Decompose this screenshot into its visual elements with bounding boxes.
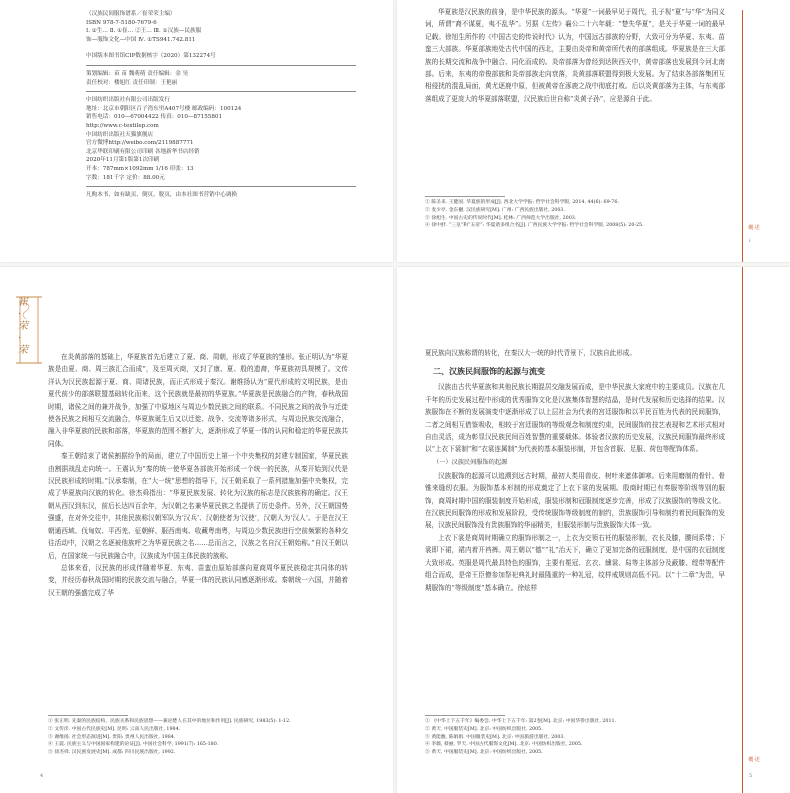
editor-line: 责任校对：楼旭红 责任印制：王艳丽: [86, 79, 178, 86]
footnote-rule: [425, 196, 505, 197]
footnote: ④ 李薇, 蔡丽, 罗天. 中国古代服饰文化[M]. 北京: 中国纺织出版社, 2005.: [425, 742, 583, 748]
cip-line: ISBN 978-7-5180-7679-6: [86, 19, 157, 26]
cip-line: Ⅰ. ①生… Ⅱ. ①崔… ②王… Ⅲ. ①汉族—民族服: [86, 28, 202, 35]
page-number: 5: [749, 773, 753, 779]
footnote: ③ 徐旭生. 中国古史的传说时代[M]. 桂林: 广西师范大学出版社, 2003.: [425, 215, 577, 221]
body-paragraph: 汉族由古代华夏族和其他民族长期混居交融发展而成，是中华民族大家庭中的主要成员。汉族在几千年的历史发展过程中形成的优秀服饰文化是汉族集体智慧的结晶，是时代发展和历史选择的结果。汉族服饰在不断的发展演变中逐渐形成了以上层社会为代表的宫廷服饰和以平民百姓为代表的民间服饰，二者之间相互借鉴吸收，相较于宫廷服饰的等级观念和制度约束，民间服饰的技艺表现和艺术形式相对自由灵活，成为彰显汉民族民间百姓智慧的重要载体。体验者汉族的历史发展，汉族民间服饰最终形成以“上衣下裳制”和“衣裳连属制”为代表的基本服装形制，并包含首服、足服、荷包等配饰体系。: [425, 383, 725, 454]
body-paragraph: 夏民族向汉族称谓的转化，在秦汉大一统的时代背景下，汉族自此形成。: [425, 349, 636, 357]
publisher-line: 字数：181千字 定价：88.00元: [86, 174, 165, 181]
decorative-title: 崔·荣·荣: [18, 297, 28, 356]
footnotes: [48, 715, 348, 757]
text-column: [48, 351, 348, 599]
notice: 凡购本书，如有缺页、倒页、脱页，由本社图书营销中心调换: [86, 192, 238, 199]
page-number: 4: [40, 773, 44, 779]
publisher-line: 开本：787mm×1092mm 1/16 印张：13: [86, 165, 194, 172]
footnotes: [425, 715, 725, 757]
page-number: ⅰ: [749, 238, 751, 244]
footnote: ④ 王震. 民族主义与中国国家构建的论证[J]. 中国社会科学, 1991(7): 165-180.: [48, 742, 219, 748]
footnote-rule: [425, 715, 505, 716]
cip-line: （汉族民间服饰谱系／崔荣荣主编）: [86, 11, 176, 17]
publisher-line: 北京华联印刷有限公司印刷 各地新华书店经销: [86, 148, 200, 155]
footnote: ② 麦少亭. 金东樾. 汉民族研究[M]. 广州: 广西民族出版社, 2003.: [425, 207, 565, 213]
footnote: ⑤ 徐杰舜. 汉民族发展史[M]. 成都: 四川民族出版社, 1992.: [48, 750, 176, 756]
cip-line: 饰—服饰文化—中国 Ⅳ. ①TS941.742.811: [86, 36, 196, 43]
publisher-line: 官方微博http://weibo.com/2119887771: [86, 140, 194, 147]
footnote: ③ 谢维扬. 社会形态演进[M]. 贵阳: 贵州人民出版社, 1984.: [48, 734, 176, 740]
text-column: [425, 347, 725, 594]
footnote: ② 黄天. 中国服装史[M]. 北京: 中国纺织出版社, 2005.: [425, 726, 543, 732]
section-heading: 二、汉族民间服饰的起源与流变: [433, 366, 545, 377]
text-column: [425, 6, 725, 105]
footnote: ① 《中华上下五千年》编委会. 中华上下五千年: 第2卷[M]. 北京: 中国华侨出版社, 2011.: [425, 719, 617, 724]
publisher-line: 销售电话：010—67004422 传真：010—87155801: [86, 114, 223, 121]
publisher-line: 中国纺织出版社天猫旗舰店: [86, 131, 154, 138]
divider: [86, 65, 356, 66]
body-paragraph: 总体来看，汉民族的形成伴随着华夏、东夷、苗蛮由原始部落向夏商周华夏民族稳定共同体的转变，并经历春秋战国时期的民族交流与融合，华夏一体的民族认同感逐渐形成。秦朝统一六国，并随着汉王朝的强盛完成了华: [48, 563, 348, 597]
editor-line: 策划编辑：苗 苗 魏萌萌 责任编辑：金 昊: [86, 70, 189, 77]
side-tab-label: 概·述: [748, 225, 760, 231]
copyright-page: [0, 0, 393, 262]
side-rule: [742, 10, 743, 262]
body-paragraph: 在炎黄部落的基础上，华夏族首先后建立了夏、商、周朝，形成了华夏族的雏形。张正明认为“华夏族是由夏、商、周三族汇合而成”，及至周灭商，又封了康、夏、殷的遗裔，华夏族初具规模了。文传洋认为汉民族起源于夏、商、周诸民族，而正式形成于秦汉。谢维扬认为“夏代形成的文明民族，是由夏代前少的部落联盟基础转化而来，这个民族就是最初的华夏族。”华夏族是民族融合的产物，春秋战国时期，诸侯之间的兼并战争，加强了中原地区与周边少数民族之间的联系。不同民族之间的战争与迁徙使各民族之间相互交流融合，华夏族诞生后又以迁徙、战争、交流等诸多形式，与周边民族交流融合，融入非华夏族的民族和部落，华夏族的范围不断扩大，逐渐形成了华夏一体的认同和稳定的华夏民族共同体。: [48, 353, 348, 448]
side-rule: [742, 267, 743, 793]
divider: [86, 186, 356, 187]
cip-data-number: 中国版本图书馆CIP数据核字（2020）第132274号: [86, 53, 216, 60]
footnote-rule: [48, 715, 128, 716]
preface-page-bottom-left: [0, 267, 393, 793]
footnote: ① 张正明. 先秦的民族结构、民族关系和民族思想——兼论楚人在其中的地位和作用[J]. 民族研究, 1983(5): 1-12.: [48, 719, 291, 724]
body-paragraph: 秦王朝结束了诸侯割据纷争的局面，建立了中国历史上第一个中央集权的封建专制国家，华夏民族由割据战乱走向统一。王震认为“秦的统一使华夏各部族开始形成一个统一的民族，从秦开始到汉代是汉民族形成的时期。”汉承秦制，在“大一统”思想的指导下，汉王朝采取了一系列措施加强中央集权，完成了华夏族向汉族的转化。徐杰舜指出：“华夏民族发展、转化为汉族的标志是汉族族称的确定。汉王朝从西汉到东汉，前后长达四百余年，为汉朝之名兼华夏民族之名提供了历史条件。另外，汉王朝国势强盛，在对外交往中，其他民族称汉朝军队为‘汉兵’、汉朝使者为‘汉使’，汉朝人为‘汉人’。于是在汉王朝通西域、伐匈奴、平西羌、征朝鲜、服西南夷、收藏粤南粤，与周边少数民族进行空前频繁的各种交往活动中，汉朝之名逐被他族呼之为华夏民族之名……总而言之，汉族之名自汉王朝始称。”自汉王朝以后，在国家统一与民族融合中，汉族成为中国主体民族的族称。: [48, 452, 348, 560]
divider: [86, 91, 356, 92]
side-tab-label: 概·述: [748, 757, 760, 763]
footnote: ③ 黄能馥, 陈娟娟. 中国服装史[M]. 北京: 中国旅游出版社, 2003.: [425, 734, 565, 740]
cip-block: [86, 10, 366, 200]
footnote: ② 文传洋. 中国古代民族史[M]. 昆明: 云南人民出版社, 1984.: [48, 726, 181, 732]
body-paragraph: 华夏族是汉民族的前身，是中华民族的源头。“华夏”一词最早见于周代，孔子视“夏”与“华”为同义词，所谓“裔不谋夏，夷不乱华”。另据《左传》襄公二十六年载：“楚失华夏”，是关于华夏一词的最早记载。徐旭生所作的《中国古史的传说时代》认为，中国远古部族的分野，大致可分为华夏、东夷、苗蛮三大部族。华夏部族地处古代中国的西北，主要由炎帝和黄帝所代表的部落组成。华夏族是在三大部族的长期交流和战争中融合、同化而成的。炎帝部落为曾经到达陕西关中，黄帝部落也发展到今河北南部。后来，东夷的帝俊部族和炎帝部族走向衰落，炎黄部落联盟得到极大发展。为了结束各部落集团互相侵扰的混乱局面，黄尤逐鹿中原，但被黄帝在涿鹿之战中彻底打败。后以炎黄部落为主体，与东夷部落组成了更庞大的华夏部落联盟，汉民族后世自称“炎黄子孙”，应是源自于此。: [425, 8, 725, 103]
preface-page-bottom-right: [397, 267, 790, 793]
publisher-line: http://www.c-textilep.com: [86, 122, 159, 129]
body-paragraph: 汉族服饰的起源可以追溯到远古时期，最初人类用兽皮、树叶来遮体御寒。后来用磨制的骨针、骨锥来缝纫衣服。为服饰基本形制的形成奠定了上衣下裳的发展期。殷商时期已有奏服等阶级等别的服饰，商周时期中国的服装制度开始形成，服装形制和冠服制度逐步完善，形成了汉族服饰的等级文化。在汉族民间服饰的形成和发展阶段，受传统服饰等级制度的制约，贵族服饰引导和制约着民间服饰的发展，汉族民间服饰没有贵族服饰的华丽精美，但服装形制与贵族服饰大体一致。: [425, 471, 725, 530]
preface-page-top-right: [397, 0, 790, 262]
publisher-line: 2020年11月第1版第1次印刷: [86, 157, 160, 164]
footnote: ① 陈圣来. 王健国. 华夏族的形成[J]. 西北大学学报: 哲学社会科学版, 2014, 44(6): 69-76.: [425, 200, 619, 205]
publisher-line: 中国纺织出版社有限公司出版发行: [86, 97, 170, 104]
footnote: ④ 徐中舒. “三皇”和“五帝”: 华夏诸多组合名[J]. 广西民族大学学报: 哲学社会科学版, 2008(5): 20-25.: [425, 223, 644, 229]
publisher-line: 地址：北京市朝阳区百子湾东里A407号楼 邮政编码：100124: [86, 105, 242, 112]
footnote: ⑤ 黄天. 中国服装史[M]. 北京: 中国纺织出版社, 2005.: [425, 750, 543, 756]
subsection-heading: （一）汉族民间服饰的起源: [433, 458, 508, 466]
body-paragraph: 上衣下裳是商周时期确立的服饰形制之一，上衣为交领右衽的服装形制，衣长及膝，腰间系带；下裳即下裙，裙内着开裆裤。周王朝以“德”“礼”治天下，确立了更加完备的冠服制度，是中国的衣冠制度大致形成。英服是周代最具特色的服饰，主要有冕冠、玄衣、纁裳、舄等主体部分及蔽膝、绶带等配件组合而成，是帝王臣僚参加祭祀典礼时最隆重的一种礼冠，纹样戒规则高低不同。以“十二章”为贵，早期服饰的“等级制度”基本确立。徐炫样: [425, 533, 725, 592]
footnotes: [425, 196, 725, 230]
